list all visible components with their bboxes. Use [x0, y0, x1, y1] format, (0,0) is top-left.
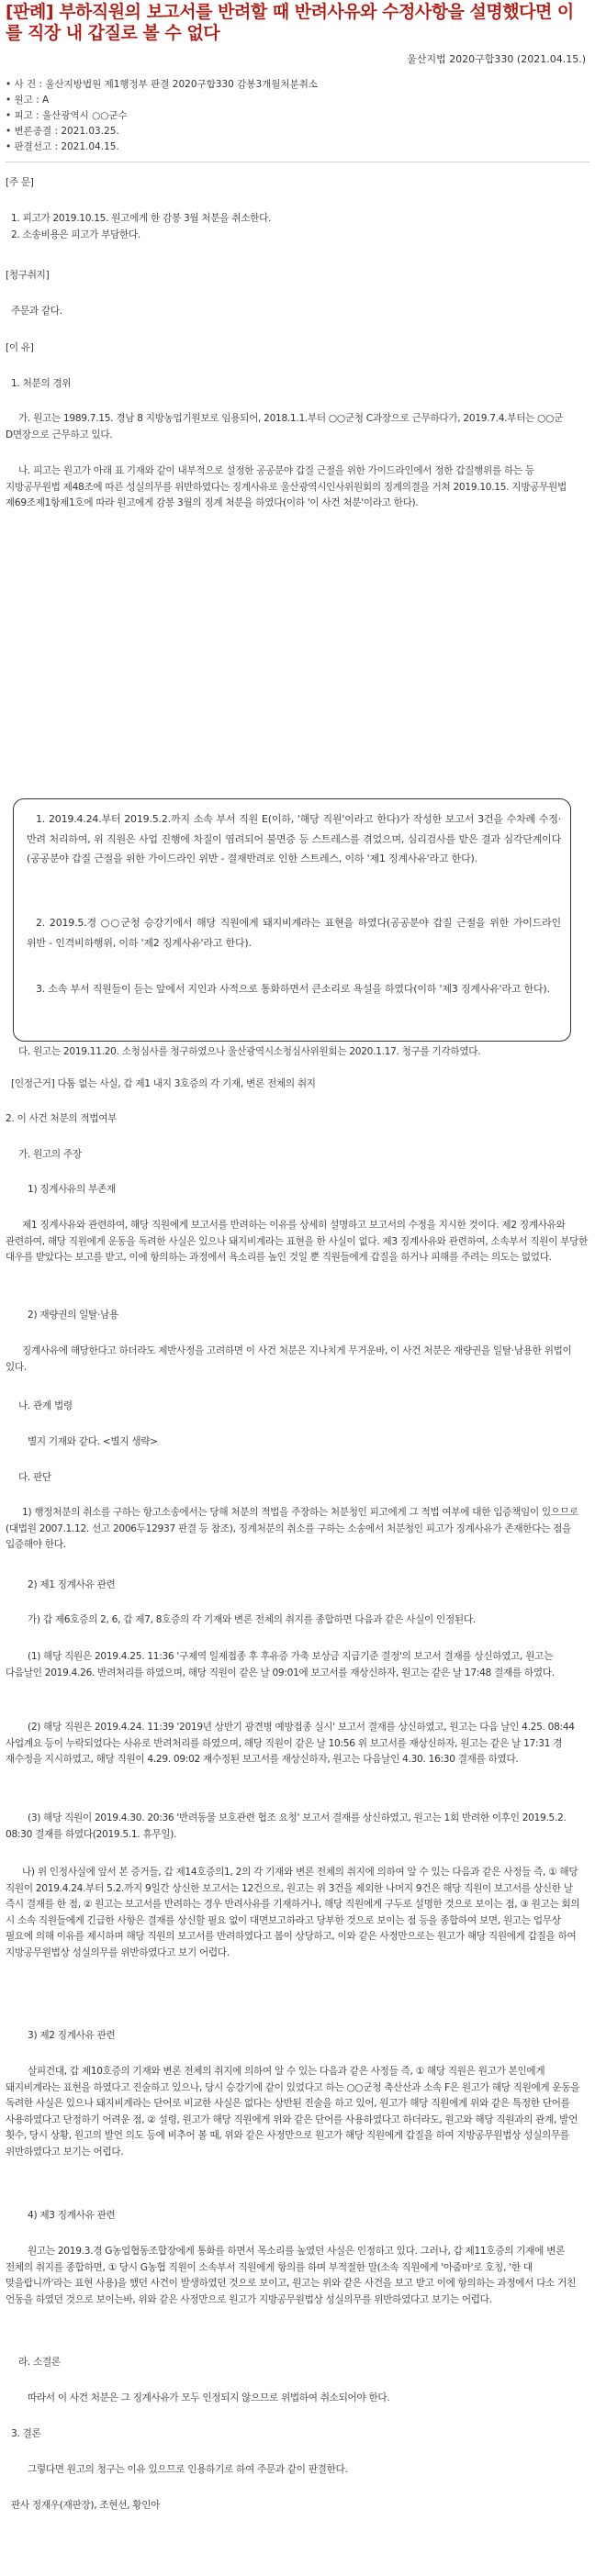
claim-text: 주문과 같다. [11, 306, 62, 317]
section-3-heading: 3. 결론 [11, 2428, 41, 2439]
meta-hearing-end: • 변론종결 : 2021.03.25. [6, 126, 119, 137]
section-2-ra-text: 따라서 이 사건 처분은 그 징계사유가 모두 인정되지 않으므로 위법하여 취소되어야 한다. [28, 2392, 390, 2403]
section-2-ga-1-text: 제1 징계사유와 관련하여, 해당 직원에게 보고서를 반려하는 이유를 상세히 설명하고 보고서의 수정을 지시한 것이다. 제2 징계사유와 관련하여, 해당 직원에게 운동을 독려한 사실은 있으나 돼지비계라는 표현을 한 사실이 없다. 제3 징계사유와 관련하여, 소속부서 직원이 부당한 대우를 받았다는 보고를 받고, 이에 항의하는 과정에서 욕소리를 높인 것일 뿐 직원들에게 갑질을 하거나 피해를 주려는 의도는 없었다. [6, 1220, 588, 1263]
section-2-na-text: 별지 기재와 같다. <별지 생략> [28, 1436, 158, 1447]
box-reason-3: 3. 소속 부서 직원들이 듣는 앞에서 지인과 사적으로 통화하면서 큰소리로 욕설을 하였다(이하 '제3 징계사유'라고 한다). [36, 983, 550, 995]
section-2-ga-1: 1) 징계사유의 부존재 [28, 1184, 116, 1195]
basis-line: [인정근거] 다툼 없는 사실, 갑 제1 내지 3호증의 각 기재, 변론 전체의 취지 [11, 1078, 316, 1089]
section-2-heading: 2. 이 사건 처분의 적법여부 [6, 1113, 118, 1124]
reason-heading: [이 유] [6, 342, 34, 353]
section-2-ga-2-text: 징계사유에 해당한다고 하더라도 제반사정을 고려하면 이 사건 처분은 지나치게 무거운바, 이 사건 처분은 재량권을 일탈·남용한 위법이 있다. [6, 1345, 572, 1373]
section-2-da-4: 4) 제3 징계사유 관련 [28, 2210, 116, 2221]
section-2-da-3-text: 살피건대, 갑 제10호증의 기재와 변론 전체의 취지에 의하여 알 수 있는 다음과 같은 사정들 즉, ① 해당 직원은 원고가 본인에게 돼지비계라는 표현을 하였다고 진술하고 있으나, 당시 승강기에 같이 있었다고 하는 ○○군청 축산산과 소속 F은 원고가 해당 직원에게 운동을 독려한 사실은 있으나 돼지비계라는 단어로 비교한 사실은 없다는 상반된 진술을 하고 있어, 원고가 해당 직원에게 위와 같은 특정한 단어를 사용하였다고 단정하기 어려운 점, ② 설령, 원고가 해당 직원에게 위와 같은 단어를 사용하였다고 하더라도, 원고와 해당 직원과의 관계, 발언 횟수, 당시 상황, 원고의 발언 의도 등에 비추어 볼 때, 위와 같은 사정만으로 원고가 해당 직원에게 갑질을 하여 지방공무원법상 성실의무를 위반하였다고 보기는 어렵다. [6, 2066, 580, 2158]
box-reason-2: 2. 2019.5.경 ○○군청 승강기에서 해당 직원에게 돼지비계라는 표현을 하였다(공공분야 갑질 근절을 위한 가이드라인 위반 - 인격비하행위, 이하 '제2 징계사유'라고 한다). [27, 917, 561, 949]
section-2-da-2-na: 나) 위 인정사실에 앞서 본 증거들, 갑 제14호증의1, 2의 각 기재와 변론 전체의 취지에 의하여 알 수 있는 다음과 같은 사정들 즉, ① 해당 직원이 2019.4.24.부터 5.2.까지 9일간 상신한 보고서는 12건으로, 원고는 위 3건을 제외한 나머지 9건은 해당 직원이 보고서를 상신한 날 즉시 결재를 한 점, ② 원고는 보고서를 반려하는 경우 반려사유를 기재하거나, 해당 직원에게 구두로 설명한 것으로 보이는 점, ③ 원고는 회의 시 소속 직원들에게 긴급한 사항은 결재를 상신할 필요 없이 대면보고하라고 당부한 것으로 보이는 점 등을 종합하여 보면, 원고는 업무상 필요에 의해 이유를 제시하며 해당 직원의 보고서를 반려하였다고 봄이 상당하고, 이와 같은 사정만으로는 원고가 해당 직원에게 갑질을 하여 지방공무원법상 성실의무를 위반하였다고 보기 어렵다. [6, 1867, 580, 1958]
article-title: [판례] 부하직원의 보고서를 반려할 때 반려사유와 수정사항을 설명했다면 이를 직장 내 갑질로 볼 수 없다 [6, 2, 574, 43]
section-3-text: 그렇다면 원고의 청구는 이유 있으므로 인용하기로 하여 주문과 같이 판결한다. [28, 2464, 348, 2475]
court-case-line: 울산지법 2020구합330 (2021.04.15.) [407, 53, 586, 65]
section-1-ga: 가. 원고는 1989.7.15. 경남 8 지방농업기원보로 임용되어, 2018.1.1.부터 ○○군청 C과장으로 근무하다가, 2019.7.4.부터는 ○○군 D면장으로 근무하고 있다. [6, 413, 563, 440]
box-reason-1: 1. 2019.4.24.부터 2019.5.2.까지 소속 부서 직원 E(이하, '해당 직원'이라고 한다)가 작성한 보고서 3건을 수차례 수정·반려 처리하여, 위 직원은 사업 진행에 차질이 염려되어 불면증 등 스트레스를 겪었으며, 심리검사를 받은 결과 심각단계이다(공공분야 갑질 근절을 위한 가이드라인 위반 - 결재반려로 인한 스트레스, 이하 '제1 징계사유'라고 한다). [27, 813, 561, 864]
meta-plaintiff: • 원고 : A [6, 95, 50, 106]
section-2-ga: 가. 원고의 주장 [18, 1149, 82, 1160]
section-2-da: 다. 판단 [18, 1472, 51, 1483]
section-1-heading: 1. 처분의 경위 [11, 378, 72, 389]
meta-sentence-date: • 판결선고 : 2021.04.15. [6, 141, 119, 152]
section-2-ga-2: 2) 재량권의 일탈·남용 [28, 1310, 118, 1321]
section-2-da-2-item-2: (2) 해당 직원은 2019.4.24. 11:39 '2019년 상반기 광견병 예방접종 실시' 보고서 결재를 상신하였고, 원고는 다음 날인 4.25. 08:44 사업계요 등이 누락되었다는 사유로 반려처리를 하였으며, 해당 직원이 같은 날 10:56 위 보고서를 재상신하자, 원고는 같은 날 17:31 경 재수정을 지시하였고, 해당 직원이 4.29. 09:02 재수정된 보고서를 재상신하자, 원고는 다음날인 4.30. 16:30 결재를 하였다. [6, 1722, 575, 1765]
order-heading: [주 문] [6, 177, 34, 188]
meta-case: • 사 건 : 울산지방법원 제1행정부 판결 2020구합330 감봉3개월처분취소 [6, 79, 318, 90]
section-2-da-4-text: 원고는 2019.3.경 G농업협동조합장에게 통화를 하면서 목소리를 높였던 사실은 인정하고 있다. 그러나, 갑 제11호증의 기재에 변론 전체의 취지를 종합하면, ① 당시 G농협 직원이 소속부서 직원에게 항의를 하며 부적절한 말(소속 직원에게 '아줌마'로 호칭, '한 대 맞을랍니까'라는 표현 사용)을 했던 사건이 발생하였던 것으로 보이고, 원고는 위와 같은 사건을 보고 받고 이에 항의하는 과정에서 다소 거친 언동을 하였던 것으로 보이는바, 위와 같은 사정만으로 원고가 지방공무원법상 성실의무를 위반하였다고 보기는 어렵다. [6, 2246, 577, 2305]
claim-heading: [청구취지] [6, 270, 50, 281]
order-item-1: 1. 피고가 2019.10.15. 원고에게 한 감봉 3월 처분을 취소한다. [11, 213, 272, 224]
section-2-da-1: 1) 행정처분의 취소를 구하는 항고소송에서는 당해 처분의 적법을 주장하는 처분청인 피고에게 그 적법 여부에 대한 입증책임이 있으므로(대법원 2007.1.12. 선고 2006두12937 판결 등 참조), 징계처분의 취소를 구하는 소송에서 처분청인 피고가 징계사유가 존재한다는 점을 입증해야 한다. [6, 1507, 578, 1550]
meta-defendant: • 피고 : 울산광역시 ○○군수 [6, 110, 128, 121]
disciplinary-reasons-box [13, 798, 571, 1042]
judges-line: 판사 정재우(재판장), 조현선, 황인아 [11, 2500, 161, 2511]
section-2-da-2: 2) 제1 징계사유 관련 [28, 1579, 116, 1590]
order-item-2: 2. 소송비용은 피고가 부담한다. [11, 229, 140, 240]
case-meta [6, 77, 318, 155]
section-2-ra: 라. 소결론 [18, 2357, 61, 2368]
section-2-na: 나. 관계 법령 [18, 1400, 73, 1411]
section-2-da-2-item-1: (1) 해당 직원은 2019.4.25. 11:36 '구제역 일제접종 후 후유증 가축 보상금 지급기준 결정'의 보고서 결재를 상신하였고, 원고는 다음날인 2019.4.26. 반려처리를 하였으며, 해당 직원이 같은 날 09:01에 보고서를 재상신하자, 원고는 같은 날 17:48 결재를 하였다. [6, 1651, 555, 1678]
section-2-da-2-item-3: (3) 해당 직원이 2019.4.30. 20:36 '반려동물 보호관련 협조 요청' 보고서 결재를 상신하였고, 원고는 1회 반려한 이후인 2019.5.2. 08:30 결재를 하였다(2019.5.1. 휴무일). [6, 1812, 567, 1840]
section-2-da-2-ga: 가) 갑 제6호증의 2, 6, 갑 제7, 8호증의 각 기재와 변론 전체의 취지를 종합하면 다음과 같은 사실이 인정된다. [28, 1614, 476, 1625]
section-1-da: 다. 원고는 2019.11.20. 소청심사를 청구하였으나 울산광역시소청심사위원회는 2020.1.17. 청구를 기각하였다. [18, 1046, 481, 1057]
section-1-na: 나. 피고는 원고가 아래 표 기재와 같이 내부적으로 설정한 공공분야 갑질 근절을 위한 가이드라인에서 정한 갑질행위를 하는 등 지방공무원법 제48조에 따른 성실의무를 위반하였다는 징계사유로 울산광역시인사위원회의 징계의결을 거쳐 2019.10.15. 지방공무원법 제69조제1항제1호에 따라 원고에게 감봉 3월의 징계 처분을 하였다(이하 '이 사건 처분'이라고 한다). [6, 465, 567, 508]
section-2-da-3: 3) 제2 징계사유 관련 [28, 2030, 116, 2041]
